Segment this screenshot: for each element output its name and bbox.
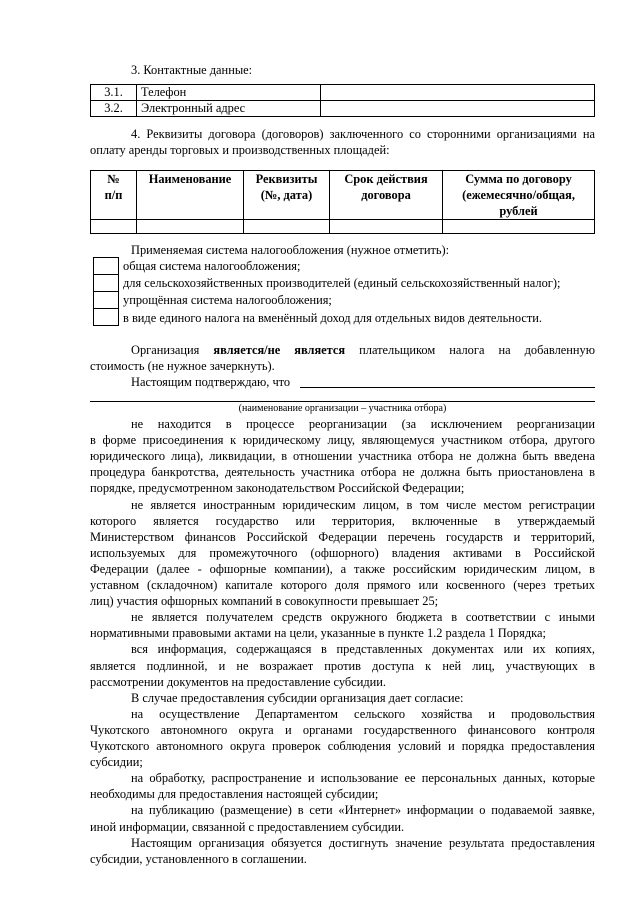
- contact-value-email: [321, 101, 595, 117]
- tax-checkbox-agricultural[interactable]: [93, 274, 119, 292]
- body-line: вся информация, содержащаяся в представленных документах или их копиях,: [131, 642, 595, 657]
- table-row: [91, 220, 595, 234]
- tax-option-agricultural: для сельскохозяйственных производителей (единый сельскохозяйственный налог);: [123, 276, 561, 290]
- section4-title-cont: оплату аренды торговых и производственных площадей:: [90, 143, 390, 157]
- body-line: используемых для промежуточного (офшорного) владения активами в Российской: [90, 545, 595, 560]
- org-name-caption: (наименование организации – участника отбора): [238, 403, 447, 414]
- body-line: порядке, предусмотренном законодательством Российской Федерации;: [90, 481, 465, 496]
- table-header-row: [91, 171, 595, 220]
- col-header-num: № п/п: [91, 171, 137, 220]
- col-header-sum: Сумма по договору (ежемесячно/общая, рублей: [443, 171, 595, 220]
- tax-intro: Применяемая система налогообложения (нужное отметить):: [131, 243, 450, 257]
- tax-option-general: общая система налогообложения;: [123, 259, 301, 273]
- body-line: субсидии, установленного в соглашении.: [90, 851, 307, 866]
- body-line: не является получателем средств окружного бюджета в соответствии с иными: [131, 610, 595, 625]
- col-header-term: Срок действия договора: [330, 171, 443, 220]
- vat-statement: Организация является/не является плательщиком налога на добавленную: [131, 343, 595, 357]
- body-line: уставном (складочном) капитале которого доля прямого или косвенного (через третьих: [90, 578, 595, 592]
- body-line: юридического лица), ликвидации, в отношении участника отбора не должна быть введена: [90, 449, 595, 464]
- col-header-requisites: Реквизиты (№, дата): [244, 171, 330, 220]
- section3-title: 3. Контактные данные:: [131, 63, 253, 77]
- contracts-table: [90, 170, 595, 234]
- tax-checkbox-simplified[interactable]: [93, 291, 119, 309]
- body-line: на осуществление Департаментом сельского хозяйства и продовольствия: [131, 706, 595, 721]
- tax-option-simplified: упрощённая система налогообложения;: [123, 293, 332, 307]
- body-line: иной информации, связанной с предоставлением субсидии.: [90, 819, 405, 834]
- contact-label-email: Электронный адрес: [137, 101, 321, 117]
- body-line: субсидии;: [90, 755, 143, 770]
- body-line: необходимы для предоставления настоящей субсидии;: [90, 787, 379, 802]
- contact-num: 3.2.: [91, 101, 137, 117]
- body-line: Чукотского автономного округа и органами государственного финансового контроля: [90, 722, 595, 737]
- body-line: является подлинной, и не возражает против доступа к ней лиц, участвующих в: [90, 658, 595, 673]
- col-header-name: Наименование: [137, 171, 244, 220]
- org-name-line-1: [300, 387, 595, 388]
- contact-num: 3.1.: [91, 85, 137, 101]
- table-row: [91, 85, 595, 101]
- confirm-text: Настоящим подтверждаю, что: [131, 375, 291, 389]
- body-line: рассмотрении документов на предоставление субсидии.: [90, 674, 387, 689]
- body-line: не является иностранным юридическим лицом, в том числе местом регистрации: [131, 497, 595, 512]
- body-line: на обработку, распространение и использование ее персональных данных, которые: [131, 771, 595, 786]
- contact-label-phone: Телефон: [137, 85, 321, 101]
- body-line: лиц) участия офшорных компаний в совокупности превышает 25;: [90, 594, 439, 609]
- body-line: на публикацию (размещение) в сети «Интернет» информации о подаваемой заявке,: [131, 803, 595, 818]
- tax-checkbox-general[interactable]: [93, 257, 119, 275]
- contact-value-phone: [321, 85, 595, 101]
- section4-title: 4. Реквизиты договора (договоров) заключенного со сторонними организациями на: [131, 127, 595, 141]
- table-row: [91, 101, 595, 117]
- body-line: В случае предоставления субсидии организация дает согласие:: [131, 690, 464, 705]
- body-line: не находится в процессе реорганизации (за исключением реорганизации: [131, 417, 595, 431]
- body-line: процедура банкротства, деятельность участника отбора не должна быть приостановлена в: [90, 465, 595, 480]
- body-line: Настоящим организация обязуется достигнуть значение результата предоставления: [131, 835, 595, 850]
- contact-table: [90, 84, 595, 117]
- vat-statement-cont: стоимость (не нужное зачеркнуть).: [90, 359, 275, 373]
- body-line: Министерством финансов Российской Федерации перечень государств и территорий,: [90, 529, 595, 544]
- body-line: в форме присоединения к юридическому лицу, являющемуся участником отбора, другого: [90, 433, 595, 448]
- tax-checkbox-imputed[interactable]: [93, 308, 119, 326]
- tax-option-imputed: в виде единого налога на вменённый доход для отдельных видов деятельности.: [123, 311, 543, 325]
- body-line: нормативными правовыми актами на цели, указанные в пункте 1.2 раздела 1 Порядка;: [90, 626, 546, 641]
- body-line: Чукотского автономного округа проверок соблюдения условий и порядка предоставления: [90, 739, 595, 753]
- body-line: которого является государство или территория, включенные в утверждаемый: [90, 513, 595, 528]
- body-line: Федерации (далее - офшорные компании), а также российским юридическим лицом, в: [90, 561, 595, 576]
